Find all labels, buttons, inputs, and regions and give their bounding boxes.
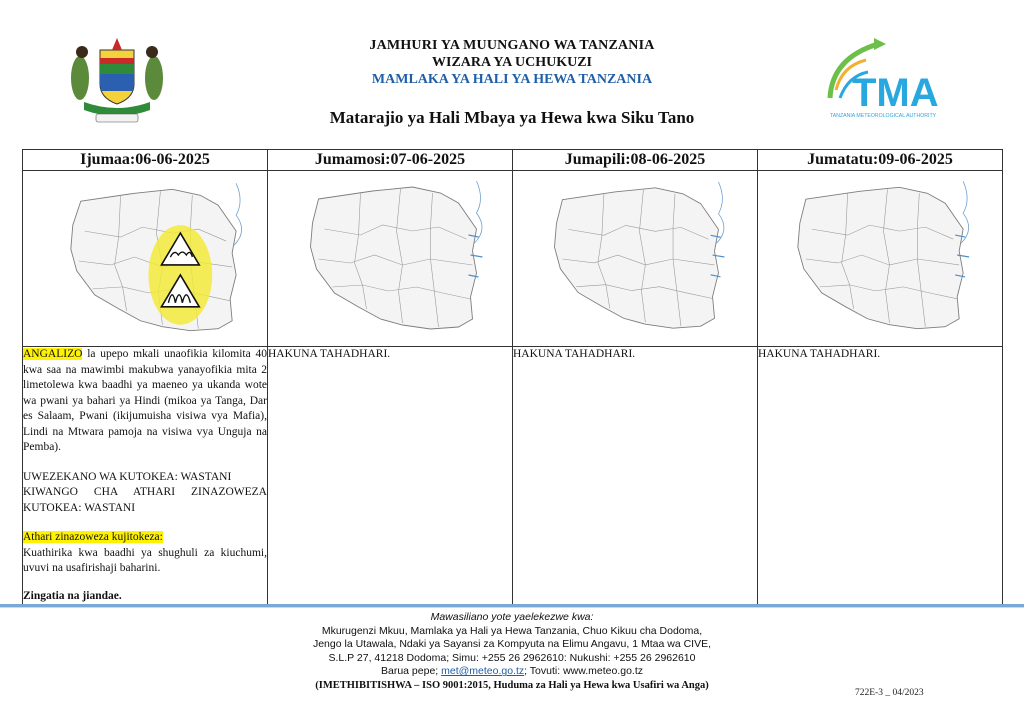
footer-divider-light bbox=[0, 607, 1024, 608]
header-ministry: WIZARA YA UCHUKUZI bbox=[432, 55, 592, 70]
alert-text: la upepo mkali unaofikia kilomita 40 kwa saa na mawimbi makubwa yanayofikia mita 2 limetolewa kwa baadhi ya maeneo ya ukanda wote wa pwani ya bahari ya Hindi (mikoa ya Tanga, Dar es Salaam, Pwani (ikijumuisha visiwa vya Mafia), Lindi na Mtwara pamoja na visiwa vya Unguja na Pemba). bbox=[23, 348, 267, 453]
warning-text-day-2: HAKUNA TAHADHARI. bbox=[268, 347, 513, 605]
tanzania-map-day-2 bbox=[268, 171, 512, 346]
closing-note: Zingatia na jiandae. bbox=[23, 589, 122, 602]
map-cell-4 bbox=[758, 171, 1003, 347]
warning-text-day-4: HAKUNA TAHADHARI. bbox=[758, 347, 1003, 605]
document-header bbox=[0, 0, 1024, 140]
day-header-1: Ijumaa:06-06-2025 bbox=[23, 150, 268, 171]
footer-address-line-2: Jengo la Utawala, Ndaki ya Sayansi za Kompyuta na Elimu Angavu, 1 Mtaa wa CIVE, bbox=[312, 638, 712, 651]
tanzania-map-day-1 bbox=[23, 171, 267, 346]
tanzania-map-day-3 bbox=[513, 171, 757, 346]
impact-level-line: KIWANGO CHA ATHARI ZINAZOWEZA KUTOKEA: WASTANI bbox=[23, 486, 267, 514]
email-link[interactable]: met@meteo.go.tz bbox=[441, 665, 525, 678]
alert-label: ANGALIZO bbox=[23, 348, 83, 360]
map-row bbox=[23, 171, 1003, 347]
tanzania-map-day-4 bbox=[758, 171, 1002, 346]
svg-text:TANZANIA METEOROLOGICAL AUTHOR: TANZANIA METEOROLOGICAL AUTHORITY bbox=[830, 113, 937, 119]
day-header-4: Jumatatu:09-06-2025 bbox=[758, 150, 1003, 171]
impacts-label: Athari zinazoweza kujitokeza: bbox=[23, 531, 163, 543]
day-header-3: Jumapili:08-06-2025 bbox=[513, 150, 758, 171]
document-code: 722E-3 _ 04/2023 bbox=[855, 688, 924, 698]
forecast-table bbox=[22, 149, 1003, 605]
footer-intro: Mawasiliano yote yaelekezwe kwa: bbox=[430, 611, 594, 623]
impacts-text: Kuathirika kwa baadhi ya shughuli za kiuchumi, uvuvi na usafirishaji baharini. bbox=[23, 546, 267, 574]
svg-text:TMA: TMA bbox=[852, 71, 939, 115]
header-republic: JAMHURI YA MUUNGANO WA TANZANIA bbox=[369, 38, 655, 53]
map-cell-2 bbox=[268, 171, 513, 347]
footer-address-line-3: S.L.P 27, 41218 Dodoma; Simu: +255 26 2962610: Nukushi: +255 26 2962610 bbox=[328, 651, 696, 664]
header-authority: MAMLAKA YA HALI YA HEWA TANZANIA bbox=[371, 72, 653, 87]
footer-address-line-1: Mkurugenzi Mkuu, Mamlaka ya Hali ya Hewa Tanzania, Chuo Kikuu cha Dodoma, bbox=[321, 624, 703, 637]
email-prefix: Barua pepe; bbox=[380, 665, 442, 678]
day-header-row bbox=[23, 150, 1003, 171]
warning-text-day-3: HAKUNA TAHADHARI. bbox=[513, 347, 758, 605]
likelihood-line: UWEZEKANO WA KUTOKEA: WASTANI bbox=[23, 470, 232, 483]
map-cell-3 bbox=[513, 171, 758, 347]
footer-contact bbox=[0, 611, 1024, 693]
website-text: ; Tovuti: www.meteo.go.tz bbox=[524, 665, 644, 678]
footer-contact-line bbox=[0, 665, 1024, 679]
page-title: Matarajio ya Hali Mbaya ya Hewa kwa Siku Tano bbox=[329, 108, 695, 127]
tma-logo-icon bbox=[822, 38, 952, 120]
warning-text-day-1 bbox=[23, 347, 268, 605]
map-cell-1 bbox=[23, 171, 268, 347]
text-row bbox=[23, 347, 1003, 605]
day-header-2: Jumamosi:07-06-2025 bbox=[268, 150, 513, 171]
certification-line: (IMETHIBITISHWA – ISO 9001:2015, Huduma za Hali ya Hewa kwa Usafiri wa Anga) bbox=[315, 679, 709, 691]
